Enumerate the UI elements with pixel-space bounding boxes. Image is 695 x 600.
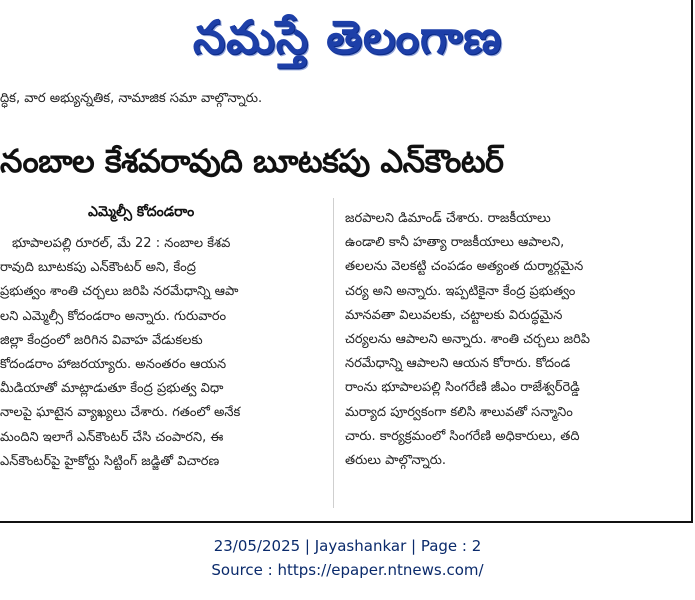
byline: ఎమ్మెల్సీ కోదండరాం [88, 204, 195, 220]
article-line: మానవతా విలువలకు, చట్టాలకు విరుద్ధమైన [345, 307, 563, 323]
article-line: రాంను భూపాలపల్లి సింగరేణి జీఎం రాజేశ్వర్‌రెడ్డి [345, 380, 580, 396]
edition-info: 23/05/2025 | Jayashankar | Page : 2 [213, 537, 482, 555]
article-column-left [0, 232, 320, 474]
article-line: నరమేధాన్ని ఆపాలని ఆయన కోరారు. కోదండ [345, 356, 571, 372]
source-link[interactable]: Source : https://epaper.ntnews.com/ [211, 561, 484, 579]
masthead-logo: నమస్తే తెలంగాణ [192, 10, 503, 64]
article-line: కోదండరాం హాజరయ్యారు. అనంతరం ఆయన [0, 357, 227, 373]
article-line: మందిని ఇలాగే ఎన్‌కౌంటర్ చేసి చంపారని, ఈ [0, 429, 224, 445]
article-line: రావుది బూటకపు ఎన్‌కౌంటర్ అని, కేంద్ర [0, 260, 196, 276]
article-line: ప్రభుత్వం శాంతి చర్చలు జరిపి నరమేధాన్ని ఆపా [0, 284, 239, 300]
article-line: జరపాలని డిమాండ్ చేశారు. రాజకీయాలు [345, 211, 551, 226]
article-line: జిల్లా కేంద్రంలో జరిగిన వివాహ వేడుకలకు [0, 332, 203, 348]
column-divider [333, 198, 334, 508]
article-column-right [345, 207, 685, 473]
article-line: చర్యలను ఆపాలని అన్నారు. శాంతి చర్చలు జరిపి [345, 332, 591, 348]
article-line: మీడియాతో మాట్లాడుతూ కేంద్ర ప్రభుత్వ విధా [0, 381, 224, 397]
masthead [0, 2, 695, 72]
previous-article-tail: ద్ధిక, వార అభ్యున్నతిక, నామాజిక సమా వాల్గొన్నారు. [0, 91, 263, 106]
article-line: తరులు పాల్గొన్నారు. [345, 453, 447, 469]
article-line: చర్య అని అన్నారు. ఇప్పటికైనా కేంద్ర ప్రభుత్వం [345, 283, 576, 299]
article-line: చారు. కార్యక్రమంలో సింగరేణి అధికారులు, తది [345, 428, 580, 444]
article-line: తలలను వెలకట్టి చంపడం అత్యంత దుర్మార్గమైన [345, 259, 584, 275]
article-line: నాలపై ఘాటైన వ్యాఖ్యలు చేశారు. గతంలో అనేక [0, 405, 241, 421]
article-line: ఉండాలి కానీ హత్యా రాజకీయాలు ఆపాలని, [345, 235, 565, 251]
article-line: మర్యాద పూర్వకంగా కలిసి శాలువతో సన్మానిం [345, 404, 573, 420]
article-line: లని ఎమ్మెల్సీ కోదండరాం అన్నారు. గురువారం [0, 308, 227, 324]
headline: నంబాల కేశవరావుది బూటకపు ఎన్‌కౌంటర్ [0, 142, 504, 180]
article-line: ఎన్‌కౌంటర్‌పై హైకోర్టు సిట్టింగ్ జడ్జితో విచారణ [0, 453, 220, 469]
article-line: భూపాలపల్లి రూరల్, మే 22 : నంబాల కేశవ [12, 236, 231, 251]
